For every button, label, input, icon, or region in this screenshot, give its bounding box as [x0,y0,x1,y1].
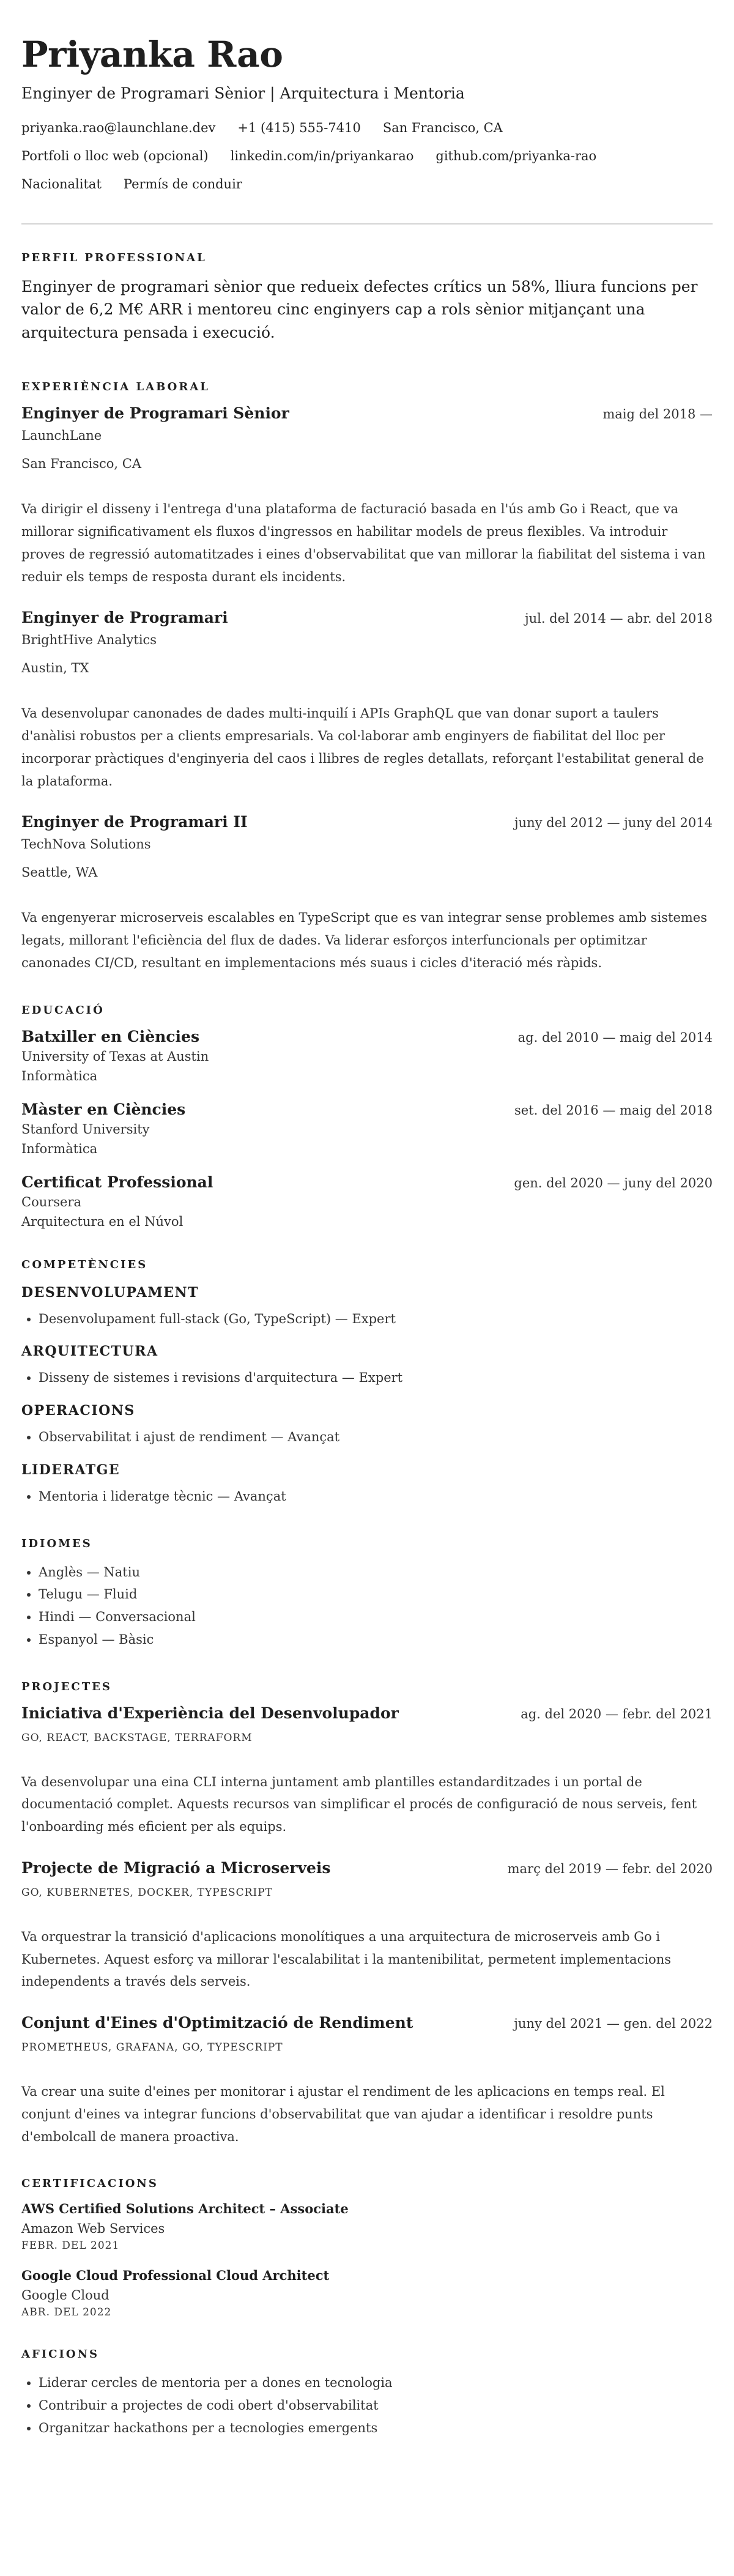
contact-row-1 [21,121,713,135]
skill-list [21,1426,713,1449]
project-description: Va crear una suite d'eines per monitorar i ajustar el rendiment de les aplicacions en temps real. El conjunt d'eines va integrar funcions d'observabilitat que van ajudar a identificar i resoldre punts d'embolcall de manera proactiva. [21,2084,665,2144]
certification-issuer: Google Cloud [21,2288,109,2303]
certification-issuer: Amazon Web Services [21,2221,165,2236]
project-description: Va desenvolupar una eina CLI interna juntament amb plantilles estandarditzades i un portal de documentació complet. Aquests recursos van simplificar el procés de configuració de nous serveis, fent l'onboarding més eficient per als equips. [21,1774,697,1835]
job-date: maig del 2018 — [602,407,713,422]
portfolio-link[interactable]: Portfoli o lloc web (opcional) [21,148,209,163]
certification-date: FEBR. DEL 2021 [21,2240,120,2252]
school-name: Stanford University [21,1121,150,1137]
certifications-section [21,2177,713,2318]
job-title: Enginyer de Programari II [21,813,248,831]
skill-list [21,1485,713,1508]
hobby-item: • Organitzar hackathons per a tecnologies emergents [39,2417,713,2440]
section-title-projects: PROJECTES [21,1680,112,1693]
job-date: juny del 2012 — juny del 2014 [514,815,713,831]
job-location: Austin, TX [21,661,89,676]
project-date: ag. del 2020 — febr. del 2021 [521,1706,713,1721]
hobby-item: • Contribuir a projectes de codi obert d'observabilitat [39,2394,713,2417]
job-location: Seattle, WA [21,865,98,880]
location: San Francisco, CA [382,120,503,135]
job-title: Enginyer de Programari [21,609,228,627]
skill-item: • Mentoria i lideratge tècnic — Avançat [39,1485,713,1508]
section-title-languages: IDIOMES [21,1537,92,1550]
degree-title: Certificat Professional [21,1173,213,1191]
company-name: TechNova Solutions [21,837,151,852]
section-title-education: EDUCACIÓ [21,1003,105,1017]
hobbies-section [21,2348,713,2439]
project-tech: GO, KUBERNETES, DOCKER, TYPESCRIPT [21,1886,273,1899]
language-item: • Anglès — Natiu [39,1561,713,1584]
project-tech: PROMETHEUS, GRAFANA, GO, TYPESCRIPT [21,2041,283,2054]
job-date: jul. del 2014 — abr. del 2018 [525,611,713,626]
skill-item: • Disseny de sistemes i revisions d'arquitectura — Expert [39,1367,713,1389]
resume-page [21,0,713,2440]
school-name: University of Texas at Austin [21,1049,209,1064]
education-entry [21,1173,713,1229]
project-name: Projecte de Migració a Microserveis [21,1858,331,1877]
headline: Enginyer de Programari Sènior | Arquitectura i Mentoria [21,84,465,102]
study-field: Arquitectura en el Núvol [21,1214,184,1229]
skill-group-title: LIDERATGE [21,1461,120,1478]
skill-group-title: DESENVOLUPAMENT [21,1284,199,1301]
education-entry [21,1101,713,1156]
project-entry [21,1859,713,1993]
languages-section [21,1537,713,1651]
company-name: BrightHive Analytics [21,633,157,648]
nationality: Nacionalitat [21,176,102,191]
experience-entry [21,813,713,974]
skill-item: • Desenvolupament full-stack (Go, TypeScript) — Expert [39,1308,713,1331]
hobby-list [21,2372,713,2439]
summary-text: Enginyer de programari sènior que redueix defectes crítics un 58%, lliura funcions per valor de 6,2 M€ ARR i mentoreu cinc enginyers cap a rols sènior mitjançant una arquitectura pensada i execució. [21,277,698,341]
github-link[interactable]: github.com/priyanka-rao [436,148,597,163]
education-section [21,1004,713,1229]
study-field: Informàtica [21,1068,98,1083]
section-title-summary: PERFIL PROFESSIONAL [21,251,207,264]
skill-item: • Observabilitat i ajust de rendiment — Avançat [39,1426,713,1449]
certification-name: AWS Certified Solutions Architect – Associate [21,2201,349,2217]
header-divider [21,223,713,225]
contact-row-2 [21,149,713,163]
project-tech: GO, REACT, BACKSTAGE, TERRAFORM [21,1731,253,1744]
skill-group-title: OPERACIONS [21,1403,135,1419]
skill-group-title: ARQUITECTURA [21,1343,158,1360]
section-title-certifications: CERTIFICACIONS [21,2177,158,2191]
section-title-hobbies: AFICIONS [21,2348,100,2361]
experience-entry [21,609,713,792]
job-description: Va engenyerar microserveis escalables en TypeScript que es van integrar sense problemes amb sistemes legats, millorant l'eficiència del flux de dades. Va liderar esforços interfuncionals per optimitzar canonades CI/CD, resultant en implementacions més suaus i cicles d'iteració més ràpids. [21,910,707,970]
experience-entry [21,404,713,588]
degree-title: Màster en Ciències [21,1100,186,1118]
driving-license: Permís de conduir [123,176,242,191]
language-list [21,1561,713,1651]
education-date: set. del 2016 — maig del 2018 [514,1102,713,1118]
job-description: Va dirigir el disseny i l'entrega d'una plataforma de facturació basada en l'ús amb Go i React, que va millorar significativament els fluxos d'ingressos en habilitar models de preus flexibles. Va introduir proves de regressió automatitzades i eines d'observabilitat que van millorar la fiabilitat del sistema i van reduir els temps de resposta durant els incidents. [21,502,706,584]
education-entry [21,1028,713,1083]
email-link[interactable]: priyanka.rao@launchlane.dev [21,120,216,135]
phone-number[interactable]: +1 (415) 555-7410 [237,120,361,135]
job-title: Enginyer de Programari Sènior [21,404,289,423]
candidate-name: Priyanka Rao [21,34,283,75]
project-entry [21,2014,713,2148]
skills-section [21,1258,713,1508]
language-item: • Telugu — Fluid [39,1583,713,1606]
project-description: Va orquestrar la transició d'aplicacions monolítiques a una arquitectura de microserveis amb Go i Kubernetes. Aquest esforç va millorar l'escalabilitat i la mantenibilitat, permetent implementacions independents a través dels serveis. [21,1929,671,1989]
linkedin-link[interactable]: linkedin.com/in/priyankarao [230,148,414,163]
school-name: Coursera [21,1194,82,1209]
section-title-experience: EXPERIÈNCIA LABORAL [21,380,210,394]
projects-section [21,1680,713,2148]
company-name: LaunchLane [21,428,102,444]
certification-entry [21,2201,713,2252]
certification-date: ABR. DEL 2022 [21,2306,112,2319]
project-date: març del 2019 — febr. del 2020 [507,1861,713,1876]
job-description: Va desenvolupar canonades de dades multi-inquilí i APIs GraphQL que van donar suport a taulers d'anàlisi robustos per a clients empresarials. Va col·laborar amb enginyers de fiabilitat del lloc per incorporar pràctiques d'enginyeria del caos i llibres de regles detallats, reforçant l'estabilitat general de la plataforma. [21,706,704,789]
experience-section [21,380,713,974]
degree-title: Batxiller en Ciències [21,1027,200,1045]
certification-name: Google Cloud Professional Cloud Architect [21,2268,330,2284]
education-date: gen. del 2020 — juny del 2020 [514,1175,713,1190]
language-item: • Espanyol — Bàsic [39,1628,713,1651]
section-title-skills: COMPETÈNCIES [21,1258,148,1271]
language-item: • Hindi — Conversacional [39,1606,713,1628]
contact-row-3 [21,177,713,191]
project-name: Iniciativa d'Experiència del Desenvolupador [21,1704,399,1722]
project-entry [21,1704,713,1838]
hobby-item: • Liderar cercles de mentoria per a dones en tecnologia [39,2372,713,2394]
job-location: San Francisco, CA [21,456,142,472]
education-date: ag. del 2010 — maig del 2014 [517,1030,713,1045]
skill-list [21,1308,713,1331]
project-name: Conjunt d'Eines d'Optimització de Rendiment [21,2014,413,2032]
project-date: juny del 2021 — gen. del 2022 [514,2016,713,2032]
skill-list [21,1367,713,1389]
study-field: Informàtica [21,1141,98,1156]
certification-entry [21,2268,713,2318]
